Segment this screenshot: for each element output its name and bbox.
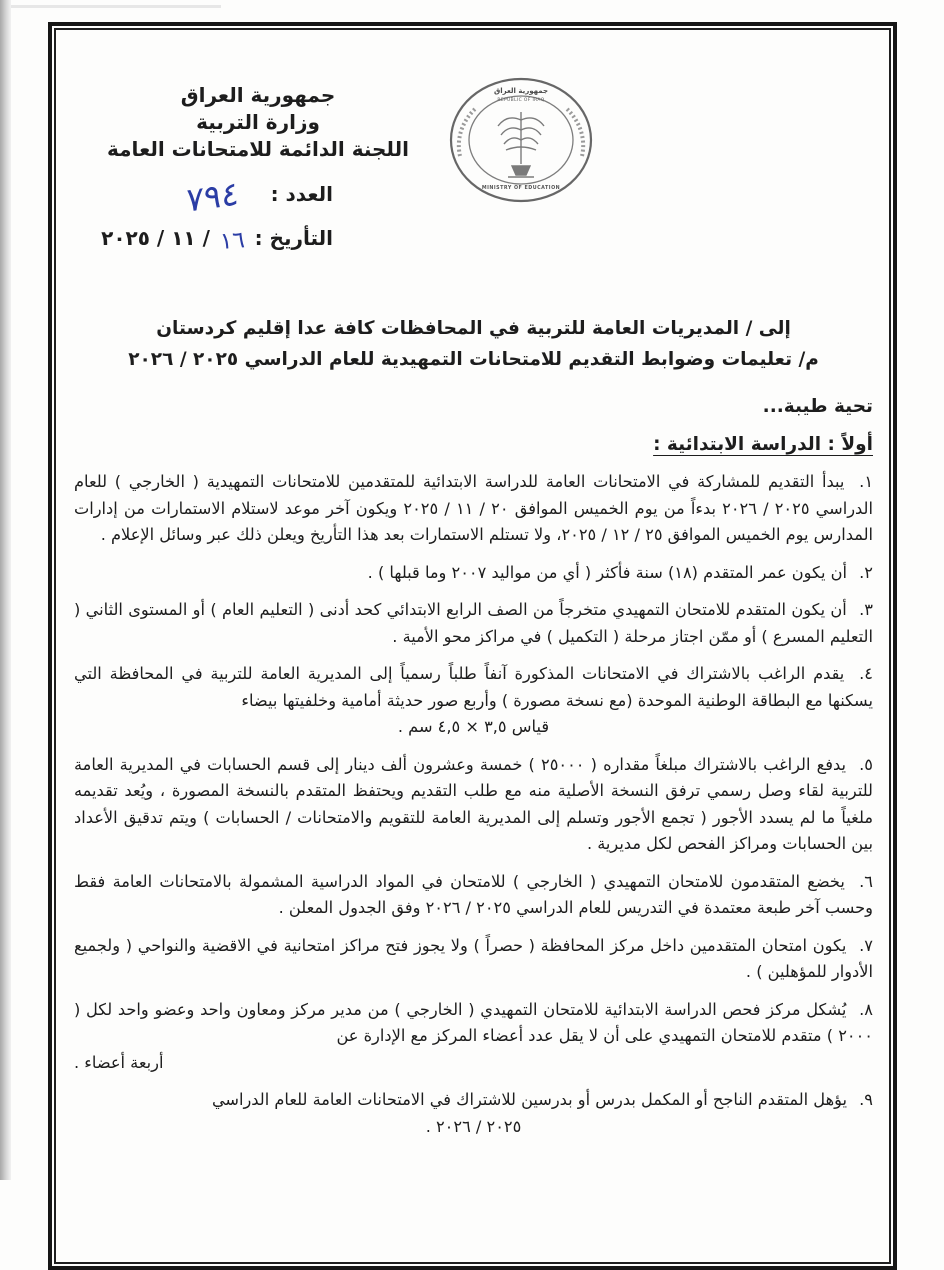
date-rest: / ١١ / ٢٠٢٥ <box>101 226 210 250</box>
instructions-list <box>74 469 873 1140</box>
item-text: يكون امتحان المتقدمين داخل مركز المحافظة ( حصراً ) ولا يجوز فتح مراكز امتحانية في الاقضية والنواحي ( ولجميع الأدوار للمؤهلين ) . <box>74 935 873 981</box>
subject-line: م/ تعليمات وضوابط التقديم للامتحانات التمهيدية للعام الدراسي ٢٠٢٥ / ٢٠٢٦ <box>128 349 819 370</box>
item-text: أن يكون المتقدم للامتحان التمهيدي متخرجاً من الصف الرابع الابتدائي كحد أدنى ( التعليم العام ) أو المستوى الثاني ( التعليم المسرع ) أو ممّن اجتاز مرحلة ( التكميل ) في مراكز محو الأمية . <box>74 600 873 646</box>
ministry-seal-icon <box>446 76 596 204</box>
number-value-handwritten: ٧٩٤ <box>186 173 240 220</box>
seal-emblem <box>498 112 544 177</box>
list-item-4 <box>74 661 873 741</box>
item-number: ٢. <box>859 562 873 582</box>
list-item-7 <box>74 933 873 986</box>
number-label: العدد : <box>270 182 333 206</box>
item-number: ٩. <box>859 1090 873 1109</box>
list-item-5 <box>74 752 873 858</box>
item-tail: قياس ٣,٥ × ٤,٥ سم . <box>397 717 550 736</box>
item-text: يؤهل المتقدم الناجح أو المكمل بدرس أو بدرسين للاشتراك في الامتحانات العامة للعام الدراسي <box>211 1090 847 1109</box>
list-item-2 <box>74 560 873 587</box>
item-number: ٦. <box>859 871 873 891</box>
org-block <box>100 82 416 163</box>
list-item-6 <box>74 869 873 922</box>
date-line <box>101 226 333 255</box>
list-item-3 <box>74 597 873 650</box>
date-day-handwritten: ١٦ <box>218 227 246 255</box>
scan-edge-artifact <box>0 0 11 1180</box>
greeting-line: تحية طيبة... <box>762 396 873 417</box>
item-tail: أربعة أعضاء . <box>74 1052 164 1072</box>
scan-smudge <box>11 5 221 8</box>
org-line-committee: اللجنة الدائمة للامتحانات العامة <box>107 137 409 161</box>
item-number: ٧. <box>859 935 873 955</box>
seal-text-ministry: MINISTRY OF EDUCATION <box>481 186 561 191</box>
list-item-1 <box>74 469 873 549</box>
seal-text-republic: REPUBLIC OF IRAQ <box>497 98 545 103</box>
item-number: ٨. <box>859 999 873 1019</box>
document-frame <box>48 22 897 1270</box>
list-item-9 <box>74 1087 873 1140</box>
item-number: ١. <box>859 472 874 491</box>
list-item-8 <box>74 997 873 1077</box>
item-number: ٤. <box>859 664 873 683</box>
org-line-ministry: وزارة التربية <box>196 110 320 134</box>
section-title-text: أولاً : الدراسة الابتدائية : <box>653 434 873 455</box>
item-tail: ٢٠٢٥ / ٢٠٢٦ . <box>425 1116 522 1136</box>
seal-text-arabic: جمهورية العراق <box>493 87 549 95</box>
item-number: ٥. <box>859 754 873 774</box>
letter-content <box>56 30 889 1262</box>
document-frame-inner <box>54 28 891 1264</box>
item-text: يُشكل مركز فحص الدراسة الابتدائية للامتحان التمهيدي ( الخارجي ) من مدير مركز ومعاون واحد وعضو واحد لكل ( ٢٠٠٠ ) متقدم للامتحان التمهيدي على أن لا يقل عدد أعضاء المركز مع الإدارة عن <box>74 999 873 1045</box>
item-text: يقدم الراغب بالاشتراك في الامتحانات المذكورة آنفاً طلباً رسمياً إلى المديرية العامة للتربية في المحافظة التي يسكنها مع البطاقة الوطنية الموحدة (مع نسخة مصورة ) وأربع صور حديثة أمامية وخلفيتها بيضاء <box>74 664 873 710</box>
item-text: أن يكون عمر المتقدم (١٨) سنة فأكثر ( أي من مواليد ٢٠٠٧ وما قبلها ) . <box>367 562 847 582</box>
letterhead <box>74 54 873 314</box>
item-text: يبدأ التقديم للمشاركة في الامتحانات العامة للدراسة الابتدائية للمتقدمين للامتحانات التمهيدية ( الخارجي ) للعام الدراسي ٢٠٢٥ / ٢٠٢٦ بدءاً من يوم الخميس الموافق ٢٠ / ١١ / ٢٠٢٥ ويكون آخر موعد لاستلام الاستمارات من إدارات المدارس يوم الخميس الموافق ٢٥ / ١٢ / ٢٠٢٥، ولا تستلم الاستمارات بعد هذا التأريخ ويعلن ذلك عبر وسائل الإعلام . <box>74 472 873 544</box>
date-label: التأريخ : <box>254 226 333 250</box>
number-line <box>186 173 333 220</box>
item-number: ٣. <box>859 600 873 619</box>
item-text: يدفع الراغب بالاشتراك مبلغاً مقداره ( ٢٥٠٠٠ ) خمسة وعشرون ألف دينار إلى قسم الحسابات في المديرية العامة للتربية لقاء وصل رسمي ترفق النسخة الأصلية منه مع طلب التقديم ويحتفظ المتقدم بالنسخة المصورة ، ويُعد تقديمه ملغياً ما لم يسدد الأجور ( تجمع الأجور وتسلم إلى المديرية العامة للتقويم والامتحانات / الحسابات ) ويتم تدقيق الأعداد بين الحسابات ومراكز الفحص لكل مديرية . <box>74 754 873 853</box>
section-title <box>74 434 873 455</box>
item-text: يخضع المتقدمون للامتحان التمهيدي ( الخارجي ) للامتحان في المواد الدراسية المشمولة بالامتحانات العامة فقط وحسب آخر طبعة معتمدة في التدريس للعام الدراسي ٢٠٢٥ / ٢٠٢٦ وفق الجدول المعلن . <box>74 871 873 917</box>
org-line-country: جمهورية العراق <box>180 83 336 107</box>
addressee-line: إلى / المديريات العامة للتربية في المحافظات كافة عدا إقليم كردستان <box>156 318 791 339</box>
